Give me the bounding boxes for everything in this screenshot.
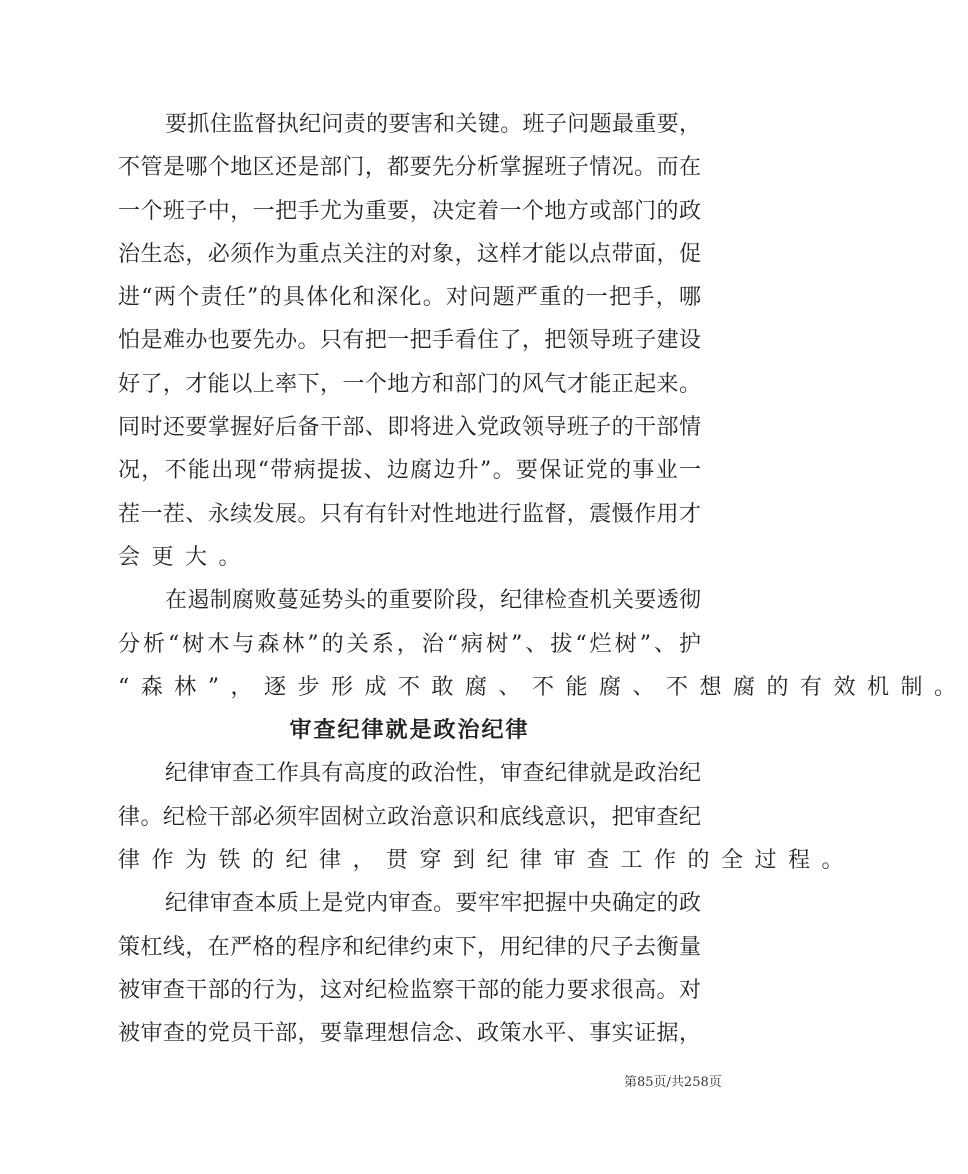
paragraph-line: 被审查干部的行为，这对纪检监察干部的能力要求很高。对 (118, 977, 701, 1003)
paragraph-line: 被审查的党员干部，要靠理想信念、政策水平、事实证据， (118, 1021, 701, 1047)
paragraph-line: 纪律审查本质上是党内审查。要牢牢把握中央确定的政 (165, 891, 701, 917)
paragraph-line: 要抓住监督执纪问责的要害和关键。班子问题最重要， (165, 112, 701, 137)
section-heading: 审查纪律就是政治纪律 (289, 717, 530, 744)
paragraph-line: 不管是哪个地区还是部门，都要先分析掌握班子情况。而在 (118, 155, 701, 181)
paragraph-line: 在遏制腐败蔓延势头的重要阶段，纪律检查机关要透彻 (165, 588, 701, 614)
paragraph-line: 况，不能出现“带病提拔、边腐边升”。要保证党的事业一 (118, 458, 701, 484)
paragraph-line: 好了，才能以上率下，一个地方和部门的风气才能正起来。 (118, 371, 701, 397)
paragraph-line: 会更大。 (118, 544, 253, 570)
paragraph-line: 进“两个责任”的具体化和深化。对问题严重的一把手，哪 (118, 285, 701, 311)
page-number: 第85页/共258页 (624, 1075, 722, 1090)
paragraph-line: 纪律审查工作具有高度的政治性，审查纪律就是政治纪 (165, 761, 701, 787)
paragraph-line: 律。纪检干部必须牢固树立政治意识和底线意识，把审查纪 (118, 804, 701, 830)
paragraph-line: 律作为铁的纪律，贯穿到纪律审查工作的全过程。 (118, 848, 856, 874)
paragraph-line: 策杠线，在严格的程序和纪律约束下，用纪律的尺子去衡量 (118, 934, 701, 960)
paragraph-line: 同时还要掌握好后备干部、即将进入党政领导班子的干部情 (118, 415, 701, 441)
paragraph-line: “森林”，逐步形成不敢腐、不能腐、不想腐的有效机制。 (118, 674, 968, 700)
document-body (118, 103, 968, 1056)
paragraph-line: 茬一茬、永续发展。只有有针对性地进行监督，震慑作用才 (118, 501, 701, 527)
paragraph-line: 怕是难办也要先办。只有把一把手看住了，把领导班子建设 (118, 328, 701, 354)
paragraph-line: 治生态，必须作为重点关注的对象，这样才能以点带面，促 (118, 241, 701, 267)
paragraph-line: 分析“树木与森林”的关系，治“病树”、拔“烂树”、护 (118, 631, 701, 657)
paragraph-line: 一个班子中，一把手尤为重要，决定着一个地方或部门的政 (118, 198, 701, 224)
